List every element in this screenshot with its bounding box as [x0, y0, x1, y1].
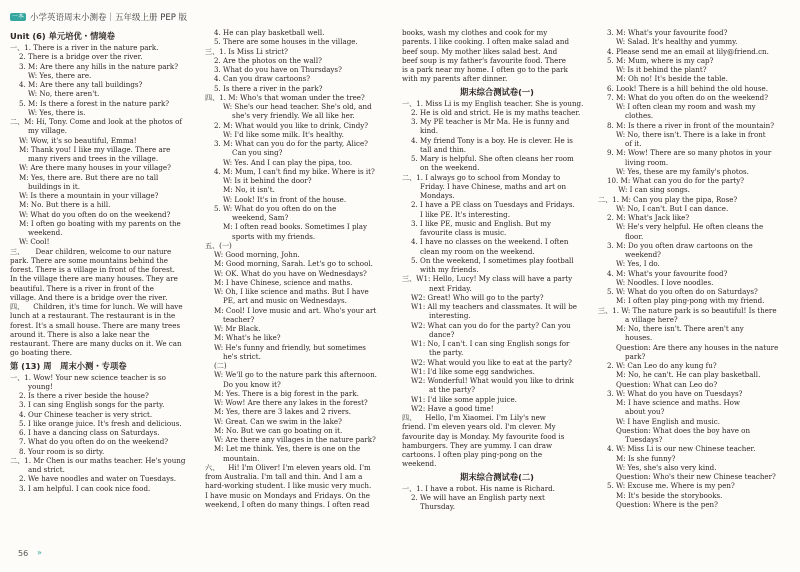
answer-line: hard-working student. I like music very much. [205, 481, 372, 491]
answer-line: favourite day is Monday. My favourite food is [402, 431, 565, 441]
answer-line: a village here? [598, 314, 678, 324]
answer-line: 4. He can play basketball well. [205, 28, 325, 37]
answer-line: of it. [598, 139, 642, 148]
answer-line: 3. I can sing English songs for the party. [10, 400, 165, 410]
answer-line: young! [10, 381, 53, 391]
answer-line: M: I often go boating with my parents on the [10, 218, 181, 228]
answer-line: W2: What would you like to eat at the party? [402, 357, 572, 367]
answer-line: forest. There is a village in front of the forest. [10, 265, 175, 274]
answer-line: village. And there is a bridge over the river. [10, 292, 168, 302]
answer-line: next Friday. [402, 283, 472, 293]
answer-line: with my friends. [402, 265, 479, 274]
answer-line: 4. M: What's your favourite food? [598, 268, 728, 278]
answer-column-3 [402, 28, 592, 540]
answer-line: Friday. I have Chinese, maths and art on [402, 181, 567, 191]
answer-line: 5. M: Is there a forest in the nature park? [10, 98, 170, 108]
answer-line: is a park near my home. I often go to the park [402, 65, 568, 74]
answer-line: 六、 Hi! I'm Oliver! I'm eleven years old. I'm [205, 462, 371, 472]
answer-line: 四、1. M: Who's that woman under the tree? [205, 92, 365, 102]
answer-line: buildings in it. [10, 181, 80, 191]
answer-line: M: What's he like? [205, 333, 281, 343]
answer-line: clean my room on the weekend. [402, 246, 535, 256]
answer-line: M: Good morning, Sarah. Let's go to school. [205, 259, 373, 269]
answer-line: W: He's very helpful. He often cleans the [598, 222, 764, 232]
answer-line: 一、1. I have a robot. His name is Richard. [402, 483, 555, 493]
answer-line: 5. W: What do you often do on Saturdays? [598, 287, 758, 296]
answer-line: many rivers and trees in the village. [10, 154, 159, 163]
answer-line: weekend? [598, 250, 661, 259]
answer-line: restaurant. There are many ducks on it. We can [10, 339, 182, 348]
answer-line: W: I have English and music. [598, 416, 720, 426]
answer-line: M: Let me think. Yes, there is one on the [205, 444, 361, 454]
answer-line: tall and thin. [402, 144, 467, 154]
answer-line: at the party? [402, 385, 476, 395]
answer-line: M: I have Chinese, science and maths. [205, 277, 353, 287]
page-header [0, 0, 800, 26]
answer-line: weekend, Sam? [205, 213, 289, 222]
answer-line: W: I can sing songs. [598, 185, 690, 195]
answer-line: W: No, I can't. But I can dance. [598, 203, 729, 213]
answer-line: 6. Look! There is a hill behind the old house. [598, 83, 768, 93]
answer-line: 三、 Dear children, welcome to our nature [10, 246, 172, 256]
answer-line: 5. Is there a river in the park? [205, 83, 323, 93]
answer-line: M: I often read books. Sometimes I play [205, 222, 368, 232]
answer-line: kind. [402, 126, 438, 136]
answer-line: W: Yes, she's also very kind. [598, 462, 717, 472]
answer-line: park? [598, 351, 646, 361]
answer-line: 3. M: What can you do for the party, Alice? [205, 139, 368, 148]
answer-line: 3. My PE teacher is Mr Ma. He is funny and [402, 117, 570, 126]
answer-line: 一、1. Miss Li is my English teacher. She is young. [402, 98, 584, 108]
answer-line: 4. Can you draw cartoons? [205, 74, 311, 84]
answer-line: 三、1. W: The nature park is so beautiful! Is there [598, 305, 777, 315]
answer-line: 五、(一) [205, 240, 232, 250]
answer-line: 5. There are some houses in the village. [205, 37, 358, 47]
answer-line: 3. I am helpful. I can cook nice food. [10, 483, 151, 493]
answer-line: 3. I like PE, music and English. But my [402, 218, 552, 228]
answer-line: park. There are some mountains behind the [10, 255, 168, 265]
answer-line: 四、 Hello, I'm Xiaomei. I'm Lily's new [402, 413, 546, 422]
answer-line: W: Oh, I like science and maths. But I have [205, 287, 369, 296]
answer-line: 4. My friend Tony is a boy. He is clever. He is [402, 135, 573, 145]
answer-line: 2. Is there a river beside the house? [10, 391, 149, 400]
brand-logo: 一本 [11, 13, 24, 20]
answer-line: interesting. [402, 311, 471, 321]
answer-line: M: No, there isn't. There aren't any [598, 324, 744, 333]
answer-line: from Australia. I'm tall and thin. And I am a [205, 472, 363, 481]
answer-line: I like PE. It's interesting. [402, 209, 510, 219]
answer-line: about you? [598, 407, 665, 417]
answer-line: beef soup. My mother likes salad best. And [402, 46, 558, 56]
answer-line: Question: Are there any houses in the nature [598, 342, 779, 352]
section-heading: 期末综合测试卷(一) [460, 86, 534, 97]
answer-line: W: We'll go to the nature park this afternoon. [205, 370, 377, 380]
answer-line: W2: Great! Who will go to the party? [402, 292, 544, 302]
answer-line: 2. I have a PE class on Tuesdays and Fridays. [402, 200, 575, 210]
answer-line: W: Yes, these are my family's photos. [598, 166, 749, 176]
answer-line: W: Yes, I do. [598, 259, 660, 269]
answer-line: dance? [402, 329, 455, 339]
answer-line: 四、 Children, it's time for lunch. We will have [10, 302, 183, 311]
answer-line: teacher? [205, 314, 255, 324]
answer-line: 三、W1: Hello, Lucy! My class will have a party [402, 274, 573, 284]
answer-line: around it. There is also a lake near the [10, 329, 150, 339]
answer-line: 三、1. Is Miss Li strict? [205, 46, 288, 56]
answer-line: 8. M: Is there a river in front of the mountain? [598, 120, 775, 130]
answer-line: W: Great. Can we swim in the lake? [205, 416, 342, 426]
answer-line: M: I often play ping-pong with my friend. [598, 296, 765, 306]
section-heading: Unit (6) 单元培优・情境卷 [10, 31, 115, 41]
page-number: 56 [18, 549, 29, 558]
answer-line: 7. What do you often do on the weekend? [10, 437, 169, 447]
answer-line: Question: What does the boy have on [598, 425, 751, 435]
answer-line: W2: Have a good time! [402, 403, 494, 413]
answer-line: M: Yes, there are. But there are no tall [10, 172, 159, 182]
answer-line: favourite class is music. [402, 228, 507, 237]
answer-line: M: Yes, there are 3 lakes and 2 rivers. [205, 407, 352, 417]
answer-column-4 [598, 28, 788, 540]
answer-line: W: No, there isn't. There is a lake in front [598, 129, 766, 139]
answer-line: 2. W: Can Leo do any kung fu? [598, 361, 717, 370]
answer-line: 二、1. M: Can you play the pipa, Rose? [598, 194, 738, 204]
answer-line: M: No, it isn't. [205, 185, 275, 195]
answer-line: 一、1. There is a river in the nature park. [10, 43, 159, 52]
answer-line: W: Is it behind the door? [205, 176, 312, 185]
answer-line: 2. We will have an English party next [402, 492, 545, 502]
answer-column-2 [205, 28, 395, 540]
answer-line: W: Cool! [10, 237, 50, 247]
answer-line: 5. M: Mum, where is my cap? [598, 55, 714, 65]
answer-line: go boating there. [10, 348, 73, 358]
answer-line: Question: Who's their new Chinese teacher? [598, 472, 776, 481]
answer-line: 5. On the weekend, I sometimes play football [402, 255, 574, 265]
answer-line: I have music on Mondays and Fridays. On the [205, 490, 370, 500]
answer-line: 4. W: Miss Li is our new Chinese teacher. [598, 444, 756, 454]
answer-line: books, wash my clothes and cook for my [402, 28, 548, 37]
answer-line: 5. I like orange juice. It's fresh and delicious. [10, 418, 182, 428]
answer-line: 3. M: Do you often draw cartoons on the [598, 240, 753, 250]
answer-line: 一、1. Wow! Your new science teacher is so [10, 372, 166, 382]
answer-line: 3. What do you have on Thursdays? [205, 65, 342, 74]
answer-line: 4. Our Chinese teacher is very strict. [10, 409, 153, 419]
answer-line: M: Is she funny? [598, 453, 676, 463]
answer-line: living room. [598, 157, 669, 167]
answer-line: W: Salad. It's healthy and yummy. [598, 37, 738, 47]
answer-line: W2: Wonderful! What would you like to drink [402, 376, 574, 385]
answer-line: W: I often clean my room and wash my [598, 102, 756, 111]
answer-line: 2. M: What's Jack like? [598, 213, 690, 222]
answer-line: M: I have science and maths. How [598, 398, 740, 407]
answer-line: W2: What can you do for the party? Can you [402, 320, 571, 330]
answer-line: M: No. But we can go boating on it. [205, 425, 343, 435]
answer-line: 3. W: What do you have on Tuesdays? [598, 388, 743, 398]
answer-line: M: Yes. There is a big forest in the park. [205, 388, 359, 398]
answer-line: Tuesdays? [598, 435, 663, 444]
answer-line: 5. W: What do you often do on the [205, 203, 337, 213]
answer-line: 9. M: Wow! There are so many photos in your [598, 148, 772, 158]
answer-line: W1: I'd like some apple juice. [402, 394, 517, 404]
answer-line: 4. I have no classes on the weekend. I often [402, 237, 569, 247]
answer-line: 5. Mary is helpful. She often cleans her room [402, 154, 574, 163]
answer-line: the party. [402, 348, 464, 358]
answer-line: W: Wow! Are there any lakes in the forest? [205, 398, 368, 407]
answer-line: beef soup is my father's favourite food. There [402, 55, 566, 65]
answer-line: In the village there are many houses. They are [10, 274, 178, 284]
answer-line: 6. I have a dancing class on Saturdays. [10, 428, 160, 437]
answer-line: W: OK. What do you have on Wednesdays? [205, 268, 367, 278]
answer-line: M: No. But there is a hill. [10, 200, 111, 210]
answer-line: 2. We have noodles and water on Tuesdays. [10, 474, 176, 484]
answer-line: M: Thank you! I like my village. There are [10, 144, 171, 154]
answer-line: beautiful. There is a river in front of the [10, 283, 154, 293]
answer-line: PE, art and music on Wednesdays. [205, 296, 347, 306]
answer-line: W: Are there many houses in your village? [10, 163, 171, 173]
answer-line: weekend. [10, 228, 63, 237]
answer-line: clothes. [598, 111, 654, 121]
answer-line: W: Look! It's in front of the house. [205, 194, 347, 204]
answer-line: 2. M: What would you like to drink, Cindy? [205, 120, 369, 130]
answer-line: Do you know it? [205, 379, 281, 389]
answer-line: W: I'd like some milk. It's healthy. [205, 129, 344, 139]
answer-line: Can you sing? [205, 148, 283, 158]
answer-line: and strict. [10, 465, 65, 474]
answer-line: Question: Where is the pen? [598, 499, 718, 509]
answer-line: 二、M: Hi, Tony. Come and look at the photos of [10, 117, 182, 126]
answer-line: mountain. [205, 453, 260, 463]
answer-line: 2. Are the photos on the wall? [205, 55, 322, 65]
answer-line: with my parents after dinner. [402, 74, 508, 84]
next-arrow-icon: » [37, 548, 42, 557]
answer-line: 10. M: What can you do for the party? [598, 176, 745, 185]
answer-line: M: No, he can't. He can play basketball. [598, 370, 761, 380]
book-title: 小学英语周末小测卷｜五年级上册 PEP 版 [30, 13, 188, 23]
answer-line: W: No, there aren't. [10, 89, 100, 99]
answer-line: Mondays. [402, 191, 455, 200]
answer-line: W1: I'd like some egg sandwiches. [402, 366, 535, 376]
answer-line: friend. I'm eleven years old. I'm clever. My [402, 422, 556, 432]
answer-line: Thursday. [402, 502, 456, 511]
answer-line: W: He's funny and friendly, but sometimes [205, 342, 366, 352]
answer-line: floor. [598, 231, 644, 241]
answer-line: Question: What can Leo do? [598, 379, 718, 389]
answer-line: W: What do you often do on the weekend? [10, 209, 171, 219]
answer-line: 3. M: What's your favourite food? [598, 28, 728, 37]
answer-line: my village. [10, 126, 68, 136]
answer-line: on the weekend. [402, 163, 480, 173]
answer-line: she's very friendly. We all like her. [205, 111, 355, 121]
answer-line: 4. M: Are there any tall buildings? [10, 80, 143, 89]
answer-column-1 [10, 28, 200, 540]
answer-line: W: Are there any villages in the nature park? [205, 435, 376, 444]
answer-line: W: Mr Black. [205, 324, 261, 333]
answer-line: 2. There is a bridge over the river. [10, 52, 143, 62]
answer-line: W: Noodles. I love noodles. [598, 277, 714, 287]
answer-line: M: It's beside the storybooks. [598, 490, 723, 500]
answer-line: weekend. [402, 459, 437, 469]
answer-line: W: Good morning, John. [205, 250, 300, 259]
section-heading: 期末综合测试卷(二) [460, 471, 534, 482]
answer-line: W: Yes. And I can play the pipa, too. [205, 157, 353, 167]
answer-line: 7. M: What do you often do on the weekend? [598, 92, 768, 102]
answer-line: cartoons. I often play ping-pong on the [402, 450, 543, 459]
answer-line: W: She's our head teacher. She's old, and [205, 102, 372, 111]
answer-line: 3. M: Are there any hills in the nature park? [10, 61, 178, 71]
answer-line: forest. It's a small house. There are many trees [10, 320, 181, 330]
answer-line: hamburgers. They are yummy. I can draw [402, 440, 553, 450]
answer-line: W: Wow, it's so beautiful, Emma! [10, 135, 137, 145]
answer-line: sports with my friends. [205, 231, 316, 241]
answer-line: (二) [205, 361, 227, 370]
answer-line: 4. Please send me an email at lily@friend.cn. [598, 46, 769, 56]
section-heading: 第 (13) 周 周末小测・专项卷 [10, 360, 127, 371]
answer-line: houses. [598, 333, 653, 343]
answer-line: weekend, I often do many things. I often read [205, 499, 370, 509]
answer-line: 二、1. Mr Chen is our maths teacher. He's young [10, 455, 186, 465]
answer-line: W: Yes, there is. [10, 107, 86, 117]
answer-line: 二、1. I always go to school from Monday to [402, 172, 561, 182]
answer-line: W: Is it behind the plant? [598, 65, 707, 74]
answer-line: W1: No, I can't. I can sing English songs for [402, 339, 570, 348]
answer-line: 2. He is old and strict. He is my maths teacher. [402, 107, 581, 117]
answer-line: M: Cool! I love music and art. Who's your art [205, 305, 377, 315]
answer-line: lunch at a restaurant. The restaurant is in the [10, 311, 176, 321]
answer-line: parents. I like cooking. I often make salad and [402, 37, 570, 47]
answer-line: W: Is there a mountain in your village? [10, 191, 159, 200]
answer-line: he's strict. [205, 351, 261, 361]
answer-line: W: Yes, there are. [10, 70, 92, 80]
answer-line: M: Oh no! It's beside the table. [598, 74, 728, 84]
answer-line: 5. W: Excuse me. Where is my pen? [598, 481, 735, 491]
answer-line: W1: All my teachers and classmates. It will be [402, 302, 577, 311]
answer-line: 8. Your room is so dirty. [10, 446, 105, 456]
answer-line: 4. M: Mum, I can't find my bike. Where is it? [205, 166, 375, 176]
